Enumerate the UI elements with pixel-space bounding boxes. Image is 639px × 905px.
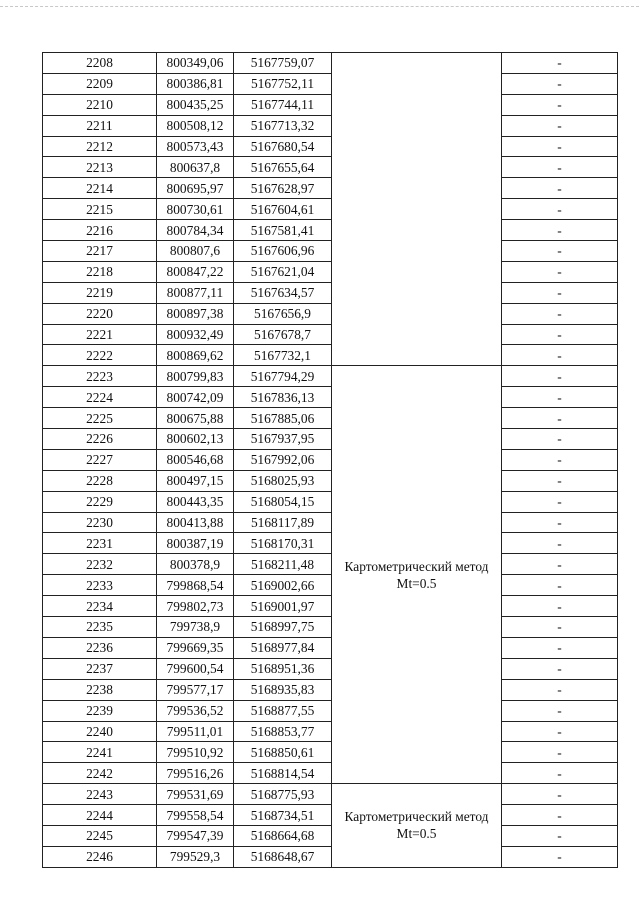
y-coordinate-cell: 5167732,1 <box>234 345 332 366</box>
point-number-cell: 2222 <box>43 345 157 366</box>
note-cell: - <box>502 596 618 617</box>
note-cell: - <box>502 408 618 429</box>
x-coordinate-cell: 800443,35 <box>157 491 234 512</box>
x-coordinate-cell: 799558,54 <box>157 805 234 826</box>
y-coordinate-cell: 5168025,93 <box>234 470 332 491</box>
table-row <box>43 596 618 617</box>
point-number-cell: 2218 <box>43 261 157 282</box>
note-cell: - <box>502 846 618 867</box>
x-coordinate-cell: 800637,8 <box>157 157 234 178</box>
x-coordinate-cell: 800508,12 <box>157 115 234 136</box>
point-number-cell: 2219 <box>43 282 157 303</box>
point-number-cell: 2228 <box>43 470 157 491</box>
note-cell: - <box>502 73 618 94</box>
method-accuracy: Mt=0.5 <box>396 826 437 842</box>
x-coordinate-cell: 799669,35 <box>157 637 234 658</box>
note-cell: - <box>502 700 618 721</box>
table-row <box>43 241 618 262</box>
table-row <box>43 470 618 491</box>
x-coordinate-cell: 800386,81 <box>157 73 234 94</box>
y-coordinate-cell: 5168977,84 <box>234 637 332 658</box>
y-coordinate-cell: 5168775,93 <box>234 784 332 805</box>
note-cell: - <box>502 784 618 805</box>
x-coordinate-cell: 799868,54 <box>157 575 234 596</box>
x-coordinate-cell: 800349,06 <box>157 53 234 74</box>
point-number-cell: 2246 <box>43 846 157 867</box>
note-cell: - <box>502 805 618 826</box>
table-row <box>43 282 618 303</box>
point-number-cell: 2221 <box>43 324 157 345</box>
point-number-cell: 2210 <box>43 94 157 115</box>
y-coordinate-cell: 5167606,96 <box>234 241 332 262</box>
table-row <box>43 637 618 658</box>
y-coordinate-cell: 5168853,77 <box>234 721 332 742</box>
y-coordinate-cell: 5167604,61 <box>234 199 332 220</box>
y-coordinate-cell: 5167680,54 <box>234 136 332 157</box>
y-coordinate-cell: 5169002,66 <box>234 575 332 596</box>
note-cell: - <box>502 742 618 763</box>
y-coordinate-cell: 5167992,06 <box>234 449 332 470</box>
point-number-cell: 2215 <box>43 199 157 220</box>
point-number-cell: 2243 <box>43 784 157 805</box>
point-number-cell: 2224 <box>43 387 157 408</box>
point-number-cell: 2232 <box>43 554 157 575</box>
point-number-cell: 2238 <box>43 679 157 700</box>
table-row <box>43 805 618 826</box>
x-coordinate-cell: 799802,73 <box>157 596 234 617</box>
note-cell: - <box>502 470 618 491</box>
x-coordinate-cell: 800546,68 <box>157 449 234 470</box>
note-cell: - <box>502 658 618 679</box>
y-coordinate-cell: 5167713,32 <box>234 115 332 136</box>
y-coordinate-cell: 5167656,9 <box>234 303 332 324</box>
note-cell: - <box>502 637 618 658</box>
note-cell: - <box>502 825 618 846</box>
table-row <box>43 491 618 512</box>
method-cell <box>332 53 502 366</box>
point-number-cell: 2240 <box>43 721 157 742</box>
note-cell: - <box>502 679 618 700</box>
point-number-cell: 2245 <box>43 825 157 846</box>
point-number-cell: 2237 <box>43 658 157 679</box>
x-coordinate-cell: 799511,01 <box>157 721 234 742</box>
y-coordinate-cell: 5167744,11 <box>234 94 332 115</box>
table-row <box>43 157 618 178</box>
table-row <box>43 366 618 387</box>
point-number-cell: 2230 <box>43 512 157 533</box>
y-coordinate-cell: 5167678,7 <box>234 324 332 345</box>
y-coordinate-cell: 5169001,97 <box>234 596 332 617</box>
table-row <box>43 220 618 241</box>
y-coordinate-cell: 5168734,51 <box>234 805 332 826</box>
y-coordinate-cell: 5167621,04 <box>234 261 332 282</box>
x-coordinate-cell: 800847,22 <box>157 261 234 282</box>
x-coordinate-cell: 800413,88 <box>157 512 234 533</box>
table-row <box>43 94 618 115</box>
method-cell <box>332 366 502 784</box>
table-row <box>43 115 618 136</box>
table-row <box>43 449 618 470</box>
table-row <box>43 554 618 575</box>
y-coordinate-cell: 5167752,11 <box>234 73 332 94</box>
table-row <box>43 512 618 533</box>
point-number-cell: 2220 <box>43 303 157 324</box>
note-cell: - <box>502 617 618 638</box>
table-row <box>43 387 618 408</box>
note-cell: - <box>502 763 618 784</box>
point-number-cell: 2227 <box>43 449 157 470</box>
x-coordinate-cell: 800799,83 <box>157 366 234 387</box>
note-cell: - <box>502 157 618 178</box>
table-row <box>43 700 618 721</box>
note-cell: - <box>502 429 618 450</box>
x-coordinate-cell: 799529,3 <box>157 846 234 867</box>
x-coordinate-cell: 799600,54 <box>157 658 234 679</box>
x-coordinate-cell: 800807,6 <box>157 241 234 262</box>
table-row <box>43 721 618 742</box>
x-coordinate-cell: 800877,11 <box>157 282 234 303</box>
note-cell: - <box>502 53 618 74</box>
table-row <box>43 324 618 345</box>
y-coordinate-cell: 5167794,29 <box>234 366 332 387</box>
note-cell: - <box>502 261 618 282</box>
method-cell <box>332 784 502 868</box>
point-number-cell: 2214 <box>43 178 157 199</box>
coordinates-table <box>42 52 618 868</box>
note-cell: - <box>502 241 618 262</box>
y-coordinate-cell: 5168935,83 <box>234 679 332 700</box>
y-coordinate-cell: 5168951,36 <box>234 658 332 679</box>
table-row <box>43 178 618 199</box>
x-coordinate-cell: 800378,9 <box>157 554 234 575</box>
point-number-cell: 2212 <box>43 136 157 157</box>
x-coordinate-cell: 800573,43 <box>157 136 234 157</box>
x-coordinate-cell: 799738,9 <box>157 617 234 638</box>
x-coordinate-cell: 800675,88 <box>157 408 234 429</box>
point-number-cell: 2234 <box>43 596 157 617</box>
x-coordinate-cell: 799531,69 <box>157 784 234 805</box>
y-coordinate-cell: 5167759,07 <box>234 53 332 74</box>
method-name: Картометрический метод <box>344 558 489 574</box>
x-coordinate-cell: 800784,34 <box>157 220 234 241</box>
y-coordinate-cell: 5168664,68 <box>234 825 332 846</box>
x-coordinate-cell: 799547,39 <box>157 825 234 846</box>
y-coordinate-cell: 5167937,95 <box>234 429 332 450</box>
y-coordinate-cell: 5168054,15 <box>234 491 332 512</box>
y-coordinate-cell: 5168814,54 <box>234 763 332 784</box>
x-coordinate-cell: 799536,52 <box>157 700 234 721</box>
table-row <box>43 533 618 554</box>
table-row <box>43 408 618 429</box>
table-row <box>43 658 618 679</box>
table-row <box>43 679 618 700</box>
note-cell: - <box>502 282 618 303</box>
point-number-cell: 2244 <box>43 805 157 826</box>
scan-top-edge <box>0 6 639 8</box>
y-coordinate-cell: 5168877,55 <box>234 700 332 721</box>
x-coordinate-cell: 800435,25 <box>157 94 234 115</box>
x-coordinate-cell: 800897,38 <box>157 303 234 324</box>
y-coordinate-cell: 5168117,89 <box>234 512 332 533</box>
table-row <box>43 73 618 94</box>
note-cell: - <box>502 136 618 157</box>
point-number-cell: 2236 <box>43 637 157 658</box>
x-coordinate-cell: 799577,17 <box>157 679 234 700</box>
table-row <box>43 199 618 220</box>
x-coordinate-cell: 800730,61 <box>157 199 234 220</box>
x-coordinate-cell: 800387,19 <box>157 533 234 554</box>
note-cell: - <box>502 303 618 324</box>
point-number-cell: 2216 <box>43 220 157 241</box>
y-coordinate-cell: 5168850,61 <box>234 742 332 763</box>
note-cell: - <box>502 115 618 136</box>
x-coordinate-cell: 800869,62 <box>157 345 234 366</box>
table-row <box>43 53 618 74</box>
y-coordinate-cell: 5167655,64 <box>234 157 332 178</box>
y-coordinate-cell: 5168170,31 <box>234 533 332 554</box>
note-cell: - <box>502 575 618 596</box>
x-coordinate-cell: 799510,92 <box>157 742 234 763</box>
table-row <box>43 784 618 805</box>
method-accuracy: Mt=0.5 <box>396 575 437 591</box>
note-cell: - <box>502 721 618 742</box>
x-coordinate-cell: 799516,26 <box>157 763 234 784</box>
table-row <box>43 345 618 366</box>
table-row <box>43 763 618 784</box>
note-cell: - <box>502 387 618 408</box>
note-cell: - <box>502 366 618 387</box>
point-number-cell: 2235 <box>43 617 157 638</box>
x-coordinate-cell: 800602,13 <box>157 429 234 450</box>
point-number-cell: 2217 <box>43 241 157 262</box>
y-coordinate-cell: 5167628,97 <box>234 178 332 199</box>
y-coordinate-cell: 5167581,41 <box>234 220 332 241</box>
note-cell: - <box>502 220 618 241</box>
point-number-cell: 2213 <box>43 157 157 178</box>
table-row <box>43 617 618 638</box>
method-name: Картометрический метод <box>344 809 489 825</box>
note-cell: - <box>502 491 618 512</box>
note-cell: - <box>502 178 618 199</box>
y-coordinate-cell: 5168648,67 <box>234 846 332 867</box>
y-coordinate-cell: 5167634,57 <box>234 282 332 303</box>
point-number-cell: 2223 <box>43 366 157 387</box>
point-number-cell: 2229 <box>43 491 157 512</box>
y-coordinate-cell: 5167836,13 <box>234 387 332 408</box>
note-cell: - <box>502 554 618 575</box>
note-cell: - <box>502 345 618 366</box>
table-row <box>43 261 618 282</box>
table-row <box>43 825 618 846</box>
y-coordinate-cell: 5168997,75 <box>234 617 332 638</box>
table-row <box>43 846 618 867</box>
note-cell: - <box>502 324 618 345</box>
point-number-cell: 2239 <box>43 700 157 721</box>
note-cell: - <box>502 533 618 554</box>
point-number-cell: 2225 <box>43 408 157 429</box>
x-coordinate-cell: 800742,09 <box>157 387 234 408</box>
note-cell: - <box>502 199 618 220</box>
x-coordinate-cell: 800695,97 <box>157 178 234 199</box>
point-number-cell: 2233 <box>43 575 157 596</box>
table-row <box>43 742 618 763</box>
x-coordinate-cell: 800497,15 <box>157 470 234 491</box>
note-cell: - <box>502 512 618 533</box>
y-coordinate-cell: 5167885,06 <box>234 408 332 429</box>
x-coordinate-cell: 800932,49 <box>157 324 234 345</box>
note-cell: - <box>502 449 618 470</box>
point-number-cell: 2231 <box>43 533 157 554</box>
point-number-cell: 2241 <box>43 742 157 763</box>
table-row <box>43 575 618 596</box>
table-row <box>43 136 618 157</box>
point-number-cell: 2211 <box>43 115 157 136</box>
point-number-cell: 2209 <box>43 73 157 94</box>
point-number-cell: 2242 <box>43 763 157 784</box>
point-number-cell: 2208 <box>43 53 157 74</box>
y-coordinate-cell: 5168211,48 <box>234 554 332 575</box>
table-row <box>43 303 618 324</box>
coordinates-table-body <box>43 53 618 868</box>
note-cell: - <box>502 94 618 115</box>
point-number-cell: 2226 <box>43 429 157 450</box>
table-row <box>43 429 618 450</box>
